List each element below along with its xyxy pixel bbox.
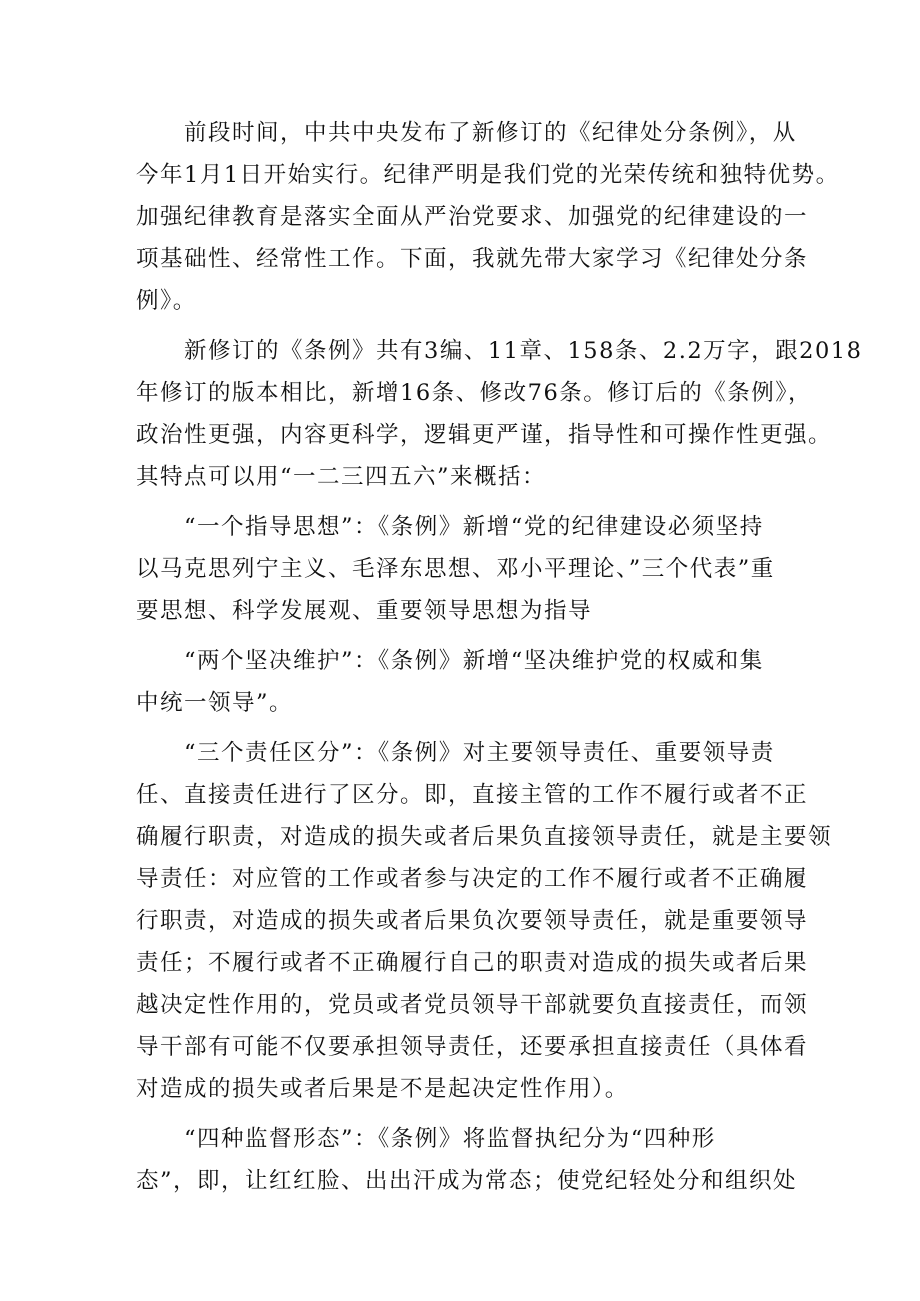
text-line: “三个责任区分”：《条例》对主要领导责任、重要领导责 — [136, 740, 775, 766]
text-line: 行职责，对造成的损失或者后果负次要领导责任，就是重要领导 — [136, 908, 809, 934]
text-line: 导责任：对应管的工作或者参与决定的工作不履行或者不正确履 — [136, 866, 809, 892]
text-line: 越决定性作用的，党员或者党员领导干部就要负直接责任，而领 — [136, 992, 809, 1018]
text-line: 要思想、科学发展观、重要领导思想为指导 — [136, 598, 593, 624]
text-line: 对造成的损失或者后果是不是起决定性作用）。 — [136, 1076, 629, 1102]
text-line: 项基础性、经常性工作。下面，我就先带大家学习《纪律处分条 — [136, 246, 809, 272]
text-line: 其特点可以用“一二三四五六”来概括： — [136, 464, 547, 490]
text-line: “一个指导思想”：《条例》新增“党的纪律建设必须坚持 — [136, 514, 764, 540]
text-line: 加强纪律教育是落实全面从严治党要求、加强党的纪律建设的一 — [136, 204, 809, 230]
text-line: 以马克思列宁主义、毛泽东思想、邓小平理论、”三个代表”重 — [136, 556, 775, 582]
text-line: 前段时间，中共中央发布了新修订的《纪律处分条例》，从 — [136, 120, 797, 146]
text-line: 新修订的《条例》共有3编、11章、158条、2.2万字，跟2018 — [136, 338, 863, 364]
text-line: 导干部有可能不仅要承担领导责任，还要承担直接责任（具体看 — [136, 1034, 809, 1060]
text-line: 态”，即，让红红脸、出出汗成为常态；使党纪轻处分和组织处 — [136, 1168, 798, 1194]
text-line: 例》。 — [136, 288, 197, 314]
text-line: “四种监督形态”：《条例》将监督执纪分为“四种形 — [136, 1126, 716, 1152]
text-line: 确履行职责，对造成的损失或者后果负直接领导责任，就是主要领 — [136, 824, 833, 850]
text-line: 责任；不履行或者不正确履行自己的职责对造成的损失或者后果 — [136, 950, 809, 976]
text-line: “两个坚决维护”：《条例》新增“坚决维护党的权威和集 — [136, 648, 764, 674]
text-line: 任、直接责任进行了区分。即，直接主管的工作不履行或者不正 — [136, 782, 809, 808]
text-line: 中统一领导”。 — [136, 690, 294, 716]
text-line: 政治性更强，内容更科学，逻辑更严谨，指导性和可操作性更强。 — [136, 422, 833, 448]
text-line: 今年1月1日开始实行。纪律严明是我们党的光荣传统和独特优势。 — [136, 162, 840, 188]
document-body — [136, 112, 863, 1202]
text-line: 年修订的版本相比，新增16条、修改76条。修订后的《条例》， — [136, 380, 813, 406]
